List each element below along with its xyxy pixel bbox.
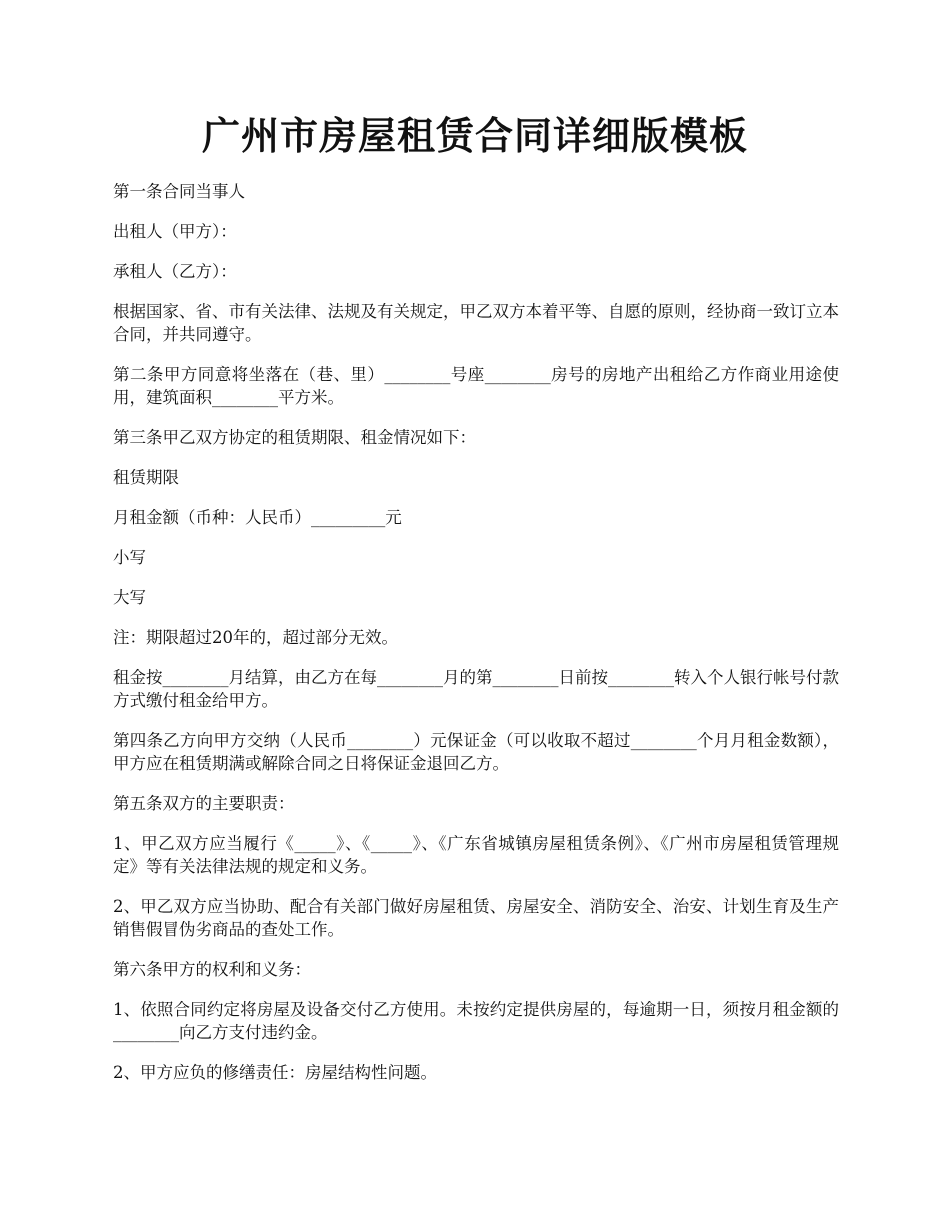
- document-title: 广州市房屋租赁合同详细版模板: [201, 113, 748, 158]
- article-4-paragraph: 第四条乙方向甲方交纳（人民币________）元保证金（可以收取不超过________个月月租金数额），甲方应在租赁期满或解除合同之日将保证金退回乙方。: [113, 731, 839, 773]
- monthly-rent-line: 月租金额（币种：人民币）_________元: [113, 508, 402, 527]
- uppercase-amount-line: 大写: [113, 588, 146, 607]
- lessor-line: 出租人（甲方）：: [113, 222, 237, 241]
- article-3-heading: 第三条甲乙双方协定的租赁期限、租金情况如下：: [113, 428, 476, 447]
- document-body: [113, 180, 839, 1101]
- article-5-heading: 第五条双方的主要职责：: [113, 794, 295, 813]
- article-5-item-2: 2、甲乙双方应当协助、配合有关部门做好房屋租赁、房屋安全、消防安全、治安、计划生育及生产销售假冒伪劣商品的查处工作。: [113, 897, 839, 939]
- preamble-paragraph: 根据国家、省、市有关法律、法规及有关规定，甲乙双方本着平等、自愿的原则，经协商一致订立本合同，并共同遵守。: [113, 302, 839, 344]
- lease-term-line: 租赁期限: [113, 468, 179, 487]
- article-2-paragraph: 第二条甲方同意将坐落在（巷、里）________号座________房号的房地产出租给乙方作商业用途使用，建筑面积________平方米。: [113, 365, 839, 407]
- article-6-item-1: 1、依照合同约定将房屋及设备交付乙方使用。未按约定提供房屋的，每逾期一日，须按月租金额的________向乙方支付违约金。: [113, 1000, 839, 1042]
- article-1-heading: 第一条合同当事人: [113, 182, 245, 201]
- term-note-line: 注：期限超过20年的，超过部分无效。: [113, 628, 398, 647]
- lessee-line: 承租人（乙方）：: [113, 262, 237, 281]
- article-5-item-1: 1、甲乙双方应当履行《_____》、《_____》、《广东省城镇房屋租赁条例》、《广州市房屋租赁管理规定》等有关法律法规的规定和义务。: [113, 834, 839, 876]
- article-6-heading: 第六条甲方的权利和义务：: [113, 960, 311, 979]
- rent-payment-paragraph: 租金按________月结算，由乙方在每________月的第________日前按________转入个人银行帐号付款方式缴付租金给甲方。: [113, 668, 839, 710]
- article-6-item-2: 2、甲方应负的修缮责任：房屋结构性问题。: [113, 1063, 437, 1082]
- lowercase-amount-line: 小写: [113, 548, 146, 567]
